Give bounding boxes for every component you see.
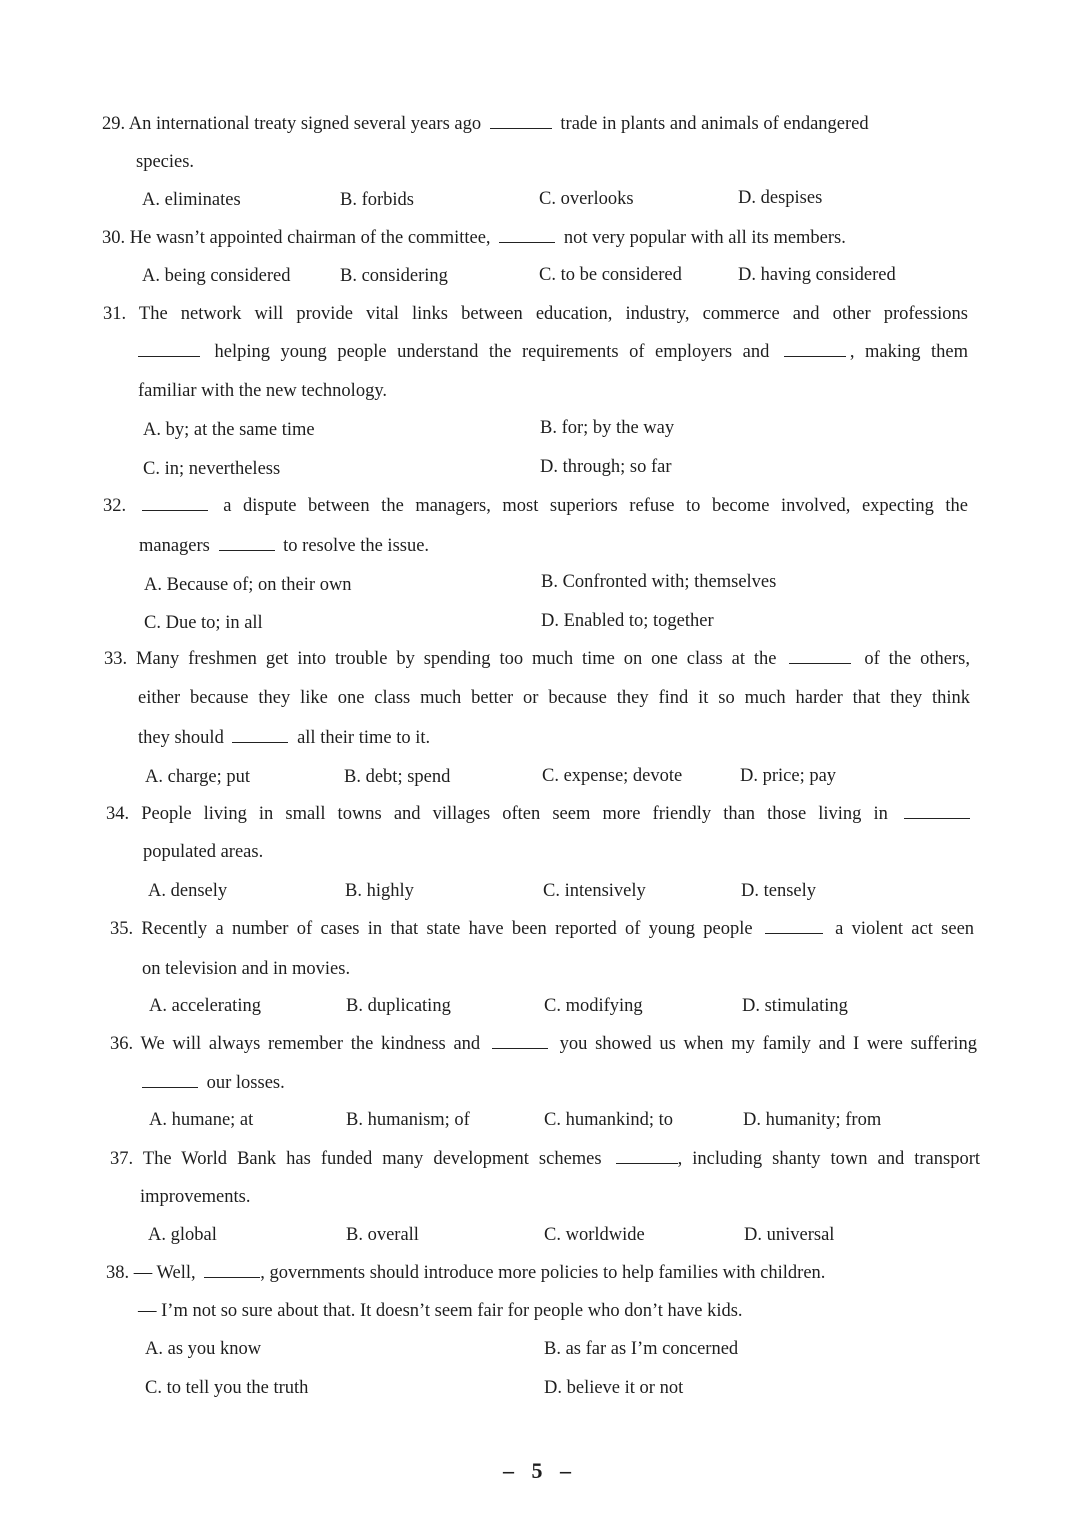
option-b: B. overall xyxy=(346,1225,419,1245)
option-c: C. overlooks xyxy=(539,189,634,209)
question-number: 38. xyxy=(106,1263,130,1283)
option-c: C. modifying xyxy=(544,996,643,1016)
question-30-line-1 xyxy=(102,226,846,250)
question-stem: An international treaty signed several years ago xyxy=(128,114,482,134)
question-stem: trade in plants and animals of endangered xyxy=(560,114,869,134)
question-stem: improvements. xyxy=(140,1187,251,1207)
option-c: C. intensively xyxy=(543,881,646,901)
answer-blank xyxy=(784,340,846,357)
question-38-line-2 xyxy=(138,1299,743,1323)
answer-blank xyxy=(616,1147,678,1164)
question-31-line-1 xyxy=(103,302,968,326)
option-c: C. in; nevertheless xyxy=(143,459,281,479)
question-33-line-2 xyxy=(138,686,970,710)
question-number: 33. xyxy=(104,649,128,669)
question-33-line-3 xyxy=(138,726,430,750)
question-stem: our losses. xyxy=(206,1073,285,1093)
option-b: B. as far as I’m concerned xyxy=(544,1339,739,1359)
option-a: A. densely xyxy=(148,881,228,901)
answer-blank xyxy=(490,112,552,129)
dialogue-line: , governments should introduce more policies to help families with children. xyxy=(260,1263,826,1283)
option-c: C. humankind; to xyxy=(544,1110,673,1130)
question-stem: The World Bank has funded many development schemes xyxy=(142,1149,602,1169)
question-32-line-1 xyxy=(103,494,968,518)
option-c: C. to tell you the truth xyxy=(145,1378,309,1398)
question-31-line-3 xyxy=(138,379,387,403)
option-b: B. highly xyxy=(345,881,414,901)
dialogue-line: — I’m not so sure about that. It doesn’t seem fair for people who don’t have kids. xyxy=(138,1301,743,1321)
question-stem: , including shanty town and transport xyxy=(677,1149,981,1169)
question-stem: He wasn’t appointed chairman of the committee, xyxy=(129,228,491,248)
question-stem: all their time to it. xyxy=(297,728,431,748)
option-a: A. global xyxy=(148,1225,217,1245)
question-stem: a violent act seen xyxy=(835,919,975,939)
question-number: 31. xyxy=(103,304,127,324)
option-a: A. humane; at xyxy=(149,1110,254,1130)
question-37-line-2 xyxy=(140,1185,250,1209)
answer-blank xyxy=(492,1032,548,1049)
question-stem: to resolve the issue. xyxy=(283,536,430,556)
option-c: C. to be considered xyxy=(539,265,682,285)
question-number: 34. xyxy=(106,804,130,824)
question-32-line-2 xyxy=(139,534,429,558)
option-c: C. Due to; in all xyxy=(144,613,263,633)
question-stem: familiar with the new technology. xyxy=(138,381,387,401)
question-stem: they should xyxy=(138,728,224,748)
question-35-line-1 xyxy=(110,917,974,941)
option-c: C. expense; devote xyxy=(542,766,683,786)
option-d: D. having considered xyxy=(738,265,896,285)
option-a: A. by; at the same time xyxy=(143,420,315,440)
option-b: B. debt; spend xyxy=(344,767,451,787)
option-d: D. despises xyxy=(738,188,823,208)
question-29-line-1 xyxy=(102,112,869,136)
question-stem: , making them xyxy=(849,342,969,362)
question-stem: helping young people understand the requirements of employers and xyxy=(214,342,770,362)
question-stem: populated areas. xyxy=(143,842,264,862)
option-b: B. humanism; of xyxy=(346,1110,470,1130)
option-d: D. tensely xyxy=(741,881,817,901)
option-c: C. worldwide xyxy=(544,1225,645,1245)
answer-blank xyxy=(142,1071,198,1088)
question-stem: Recently a number of cases in that state have been reported of young people xyxy=(141,919,753,939)
option-a: A. charge; put xyxy=(145,767,250,787)
question-36-line-1 xyxy=(110,1032,977,1056)
question-stem: not very popular with all its members. xyxy=(563,228,846,248)
question-stem: you showed us when my family and I were suffering xyxy=(559,1034,978,1054)
question-number: 36. xyxy=(110,1034,134,1054)
question-number: 37. xyxy=(110,1149,134,1169)
question-stem: Many freshmen get into trouble by spending too much time on one class at the xyxy=(136,649,777,669)
option-d: D. Enabled to; together xyxy=(541,611,714,631)
page-number: – 5 – xyxy=(503,1458,577,1483)
option-a: A. accelerating xyxy=(149,996,261,1016)
question-number: 32. xyxy=(103,496,127,516)
answer-blank xyxy=(904,802,970,819)
question-stem: a dispute between the managers, most superiors refuse to become involved, expecting the xyxy=(223,496,969,516)
option-d: D. humanity; from xyxy=(743,1110,882,1130)
option-a: A. as you know xyxy=(145,1339,262,1359)
answer-blank xyxy=(138,340,200,357)
question-number: 30. xyxy=(102,228,126,248)
question-stem: either because they like one class much better or because they find it so much harder that they think xyxy=(138,688,970,708)
answer-blank xyxy=(142,494,208,511)
answer-blank xyxy=(232,726,288,743)
answer-blank xyxy=(499,226,555,243)
question-stem: of the others, xyxy=(864,649,971,669)
question-stem: The network will provide vital links between education, industry, commerce and other professions xyxy=(138,304,968,324)
question-36-line-2 xyxy=(142,1071,285,1095)
dialogue-line: — Well, xyxy=(133,1263,196,1283)
option-b: B. duplicating xyxy=(346,996,451,1016)
option-d: D. price; pay xyxy=(740,766,837,786)
question-33-line-1 xyxy=(104,647,970,671)
option-b: B. for; by the way xyxy=(540,418,675,438)
answer-blank xyxy=(204,1261,260,1278)
option-a: A. being considered xyxy=(142,266,291,286)
option-b: B. Confronted with; themselves xyxy=(541,572,777,592)
question-stem: on television and in movies. xyxy=(142,959,351,979)
question-number: 29. xyxy=(102,114,126,134)
question-stem: species. xyxy=(136,152,195,172)
question-29-line-2 xyxy=(136,150,194,174)
question-stem: People living in small towns and villages often seem more friendly than those living in xyxy=(141,804,888,824)
question-31-line-2 xyxy=(138,340,968,364)
question-34-line-2 xyxy=(143,840,263,864)
question-stem: managers xyxy=(139,536,210,556)
option-d: D. through; so far xyxy=(540,457,672,477)
option-b: B. considering xyxy=(340,266,448,286)
option-a: A. Because of; on their own xyxy=(144,575,352,595)
question-35-line-2 xyxy=(142,957,350,981)
answer-blank xyxy=(765,917,823,934)
option-d: D. believe it or not xyxy=(544,1378,684,1398)
question-37-line-1 xyxy=(110,1147,980,1171)
question-number: 35. xyxy=(110,919,134,939)
question-stem: We will always remember the kindness and xyxy=(140,1034,481,1054)
option-b: B. forbids xyxy=(340,190,414,210)
option-d: D. stimulating xyxy=(742,996,848,1016)
answer-blank xyxy=(789,647,851,664)
option-a: A. eliminates xyxy=(142,190,241,210)
question-34-line-1 xyxy=(106,802,970,826)
option-d: D. universal xyxy=(744,1225,835,1245)
question-38-line-1 xyxy=(106,1261,825,1285)
answer-blank xyxy=(219,534,275,551)
